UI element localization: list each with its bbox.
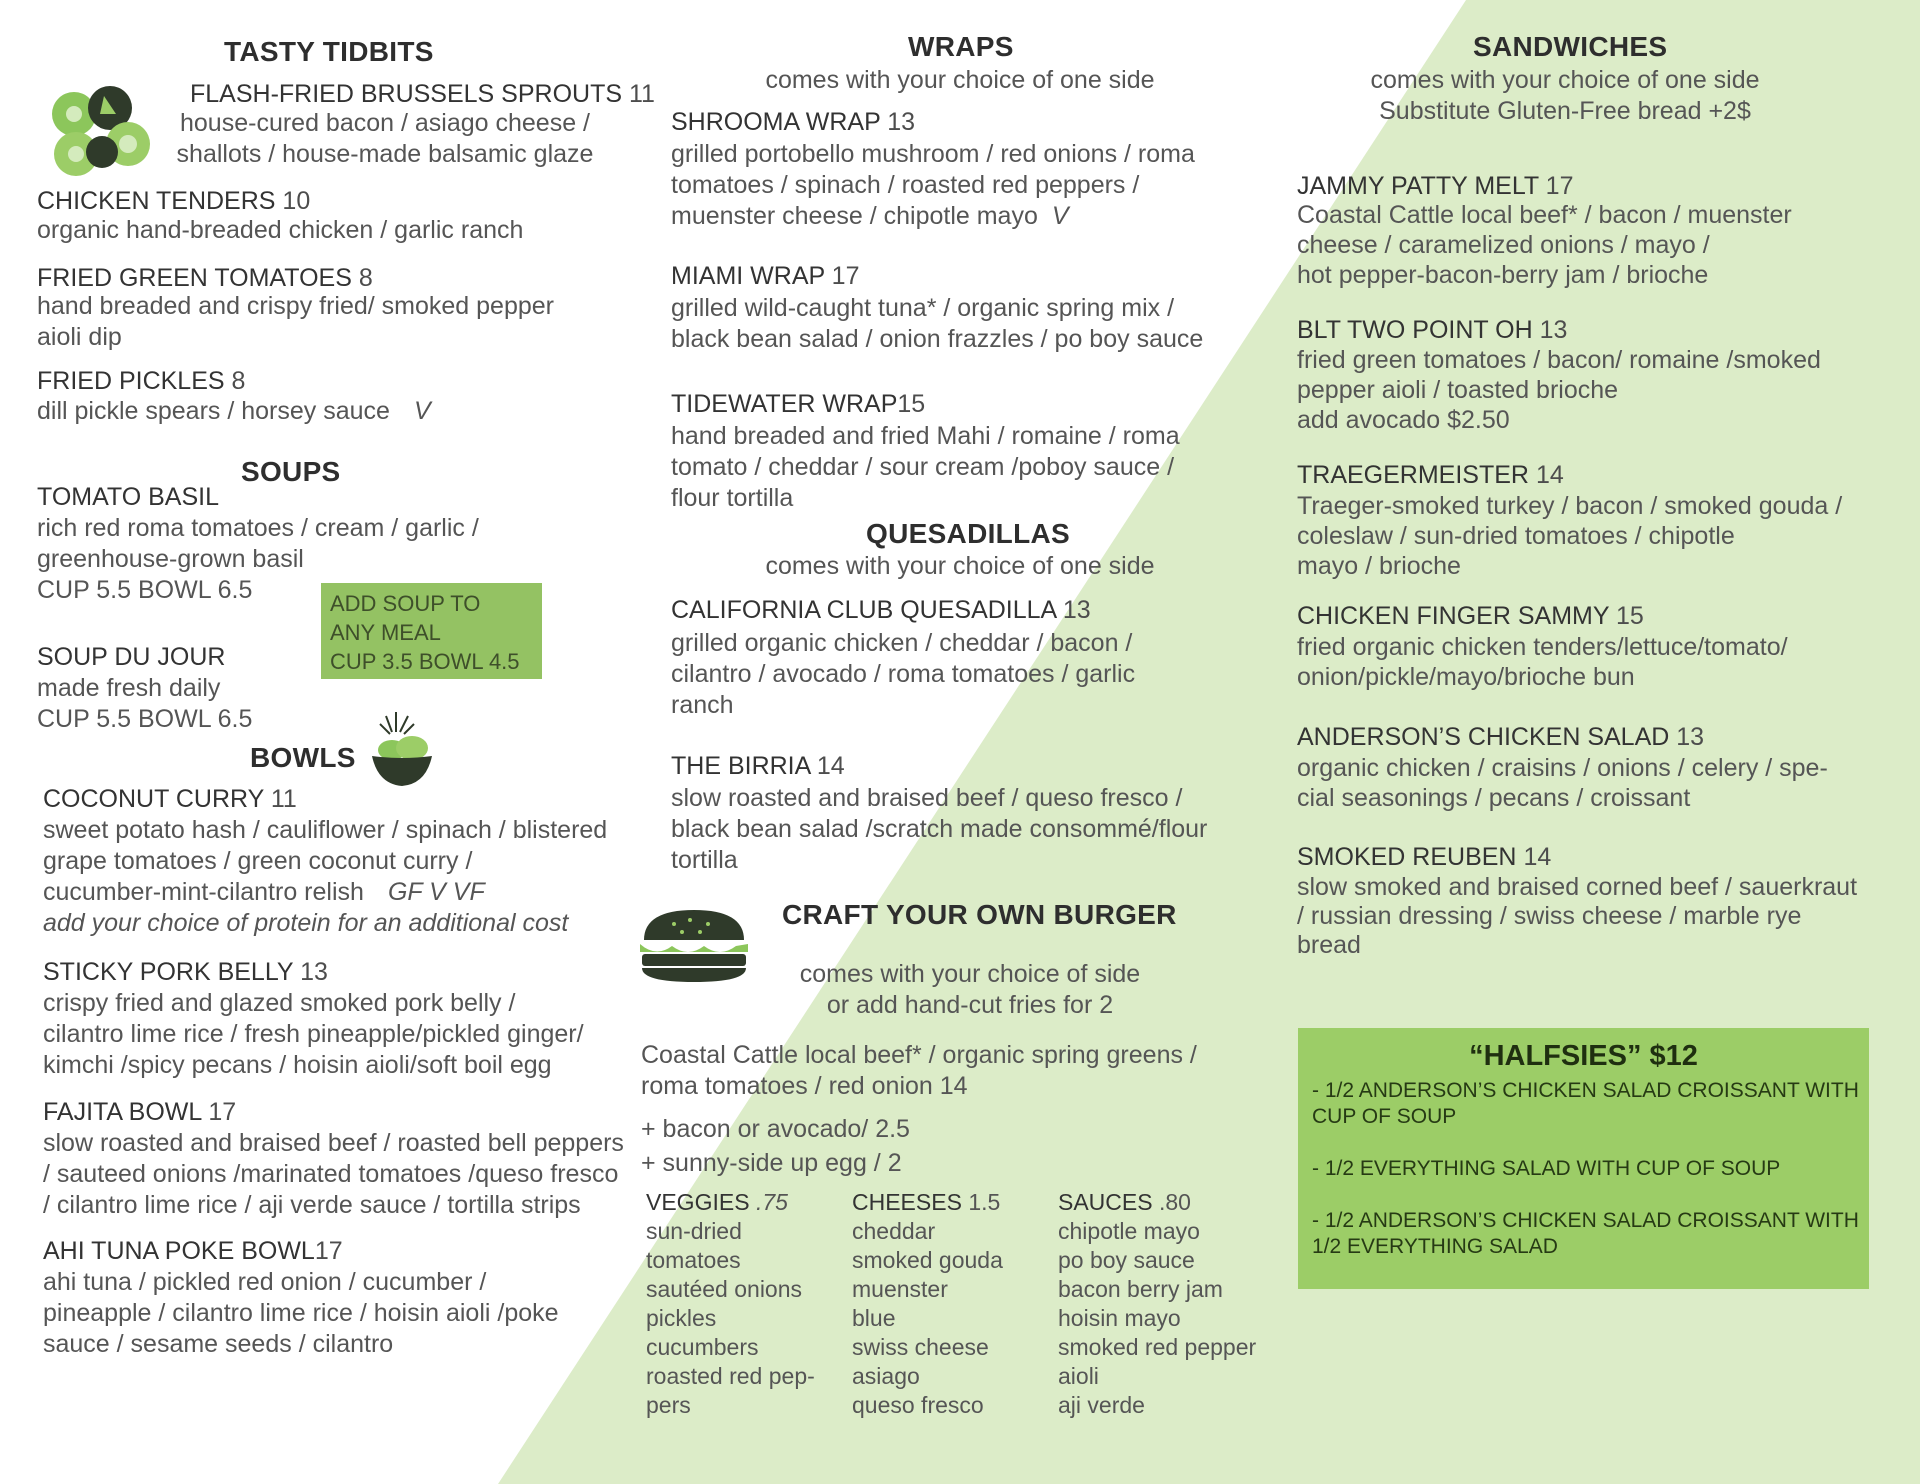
addon-line: CUP 3.5 BOWL 4.5 [330,649,520,674]
addon-title: VEGGIES [646,1189,750,1215]
shrooma-wrap-item [671,107,915,138]
item-price: 14 [1535,461,1564,489]
quesadillas-heading: QUESADILLAS [866,518,1070,549]
coconut-curry-item [43,784,297,815]
halfsies-box [1298,1028,1869,1289]
desc-line: slow roasted and braised beef / roasted bell peppers [43,1129,624,1157]
chicken-finger-sammy-desc [1297,632,1788,692]
smoked-reuben-desc [1297,873,1857,960]
desc-line: Coastal Cattle local beef* / bacon / muenster [1297,201,1792,229]
halfsies-line: 1/2 EVERYTHING SALAD [1312,1235,1558,1258]
desc-line: Traeger-smoked turkey / bacon / smoked gouda / [1297,492,1843,520]
birria-desc [671,783,1207,876]
desc-line: slow roasted and braised beef / queso fresco / [671,784,1183,812]
brussels-sprouts-desc [160,108,610,170]
smoked-reuben-item [1297,842,1551,873]
list-item: asiago [852,1363,920,1389]
list-item: aioli [1058,1363,1099,1389]
desc-line: slow smoked and braised corned beef / sauerkraut [1297,873,1858,901]
fried-pickles-desc [37,396,431,427]
brussels-sprouts-icon [44,84,156,178]
extra-line: + bacon or avocado/ 2.5 [641,1115,910,1143]
subtitle-line: comes with your choice of one side [1370,66,1760,94]
list-item: smoked red pepper [1058,1334,1257,1360]
list-item: roasted red pep- [646,1363,815,1389]
list-item: aji verde [1058,1392,1145,1418]
desc-line: made fresh daily [37,674,221,702]
item-price: 14 [1523,843,1552,871]
desc-line: CUP 5.5 BOWL 6.5 [37,705,253,733]
list-item: sun-dried [646,1218,742,1244]
list-item: pickles [646,1305,717,1331]
desc-line: pepper aioli / toasted brioche [1297,376,1619,404]
item-price: 17 [1545,172,1574,200]
subtitle-line: Substitute Gluten-Free bread +2$ [1379,97,1751,125]
list-item: chipotle mayo [1058,1218,1200,1244]
desc-line: fried organic chicken tenders/lettuce/tomato/ [1297,633,1788,661]
desc-line: ahi tuna / pickled red onion / cucumber / [43,1268,487,1296]
desc-line: onion/pickle/mayo/brioche bun [1297,663,1635,691]
desc-line [671,201,1195,232]
quesadillas-subtitle: comes with your choice of one side [765,552,1155,580]
halfsies-line: CUP OF SOUP [1312,1105,1457,1128]
halfsies-heading: “HALFSIES” $12 [1469,1040,1698,1072]
desc-line: cial seasonings / pecans / croissant [1297,784,1691,812]
desc-line: CUP 5.5 BOWL 6.5 [37,576,253,604]
item-name: COCONUT CURRY [43,785,264,813]
desc-line: grape tomatoes / green coconut curry / [43,847,473,875]
jammy-patty-melt-item [1297,171,1573,202]
california-club-quesadilla-item [671,595,1091,626]
list-item: queso fresco [852,1392,984,1418]
wraps-heading: WRAPS [908,31,1014,62]
item-name: JAMMY PATTY MELT [1297,172,1539,200]
addon-price: 1.5 [968,1189,1001,1215]
item-price: 15 [897,390,926,418]
desc-line: dill pickle spears / horsey sauce [37,397,390,425]
chicken-tenders-item [37,186,310,217]
subtitle-line: or add hand-cut fries for 2 [826,991,1114,1019]
item-name: THE BIRRIA [671,752,810,780]
list-item: bacon berry jam [1058,1276,1223,1302]
list-item: swiss cheese [852,1334,989,1360]
chicken-finger-sammy-item [1297,601,1644,632]
chicken-tenders-desc: organic hand-breaded chicken / garlic ranch [37,216,524,244]
list-item: cheddar [852,1218,936,1244]
sauces-list [1058,1188,1256,1420]
desc-text: muenster cheese / chipotle mayo [671,202,1038,230]
addon-price: .75 [755,1189,788,1215]
item-price: 14 [816,752,845,780]
item-name: SMOKED REUBEN [1297,843,1517,871]
desc-line: sauce / sesame seeds / cilantro [43,1330,394,1358]
desc-line: coleslaw / sun-dried tomatoes / chipotle [1297,522,1735,550]
item-name: SOUP DU JOUR [37,643,226,671]
item-name: CHICKEN TENDERS [37,187,276,215]
desc-line: black bean salad / onion frazzles / po boy sauce [671,325,1204,353]
wraps-subtitle: comes with your choice of one side [765,66,1155,94]
list-item: po boy sauce [1058,1247,1195,1273]
fried-pickles-item [37,366,245,397]
sticky-pork-belly-item [43,957,328,988]
item-price: 8 [358,264,373,292]
burger-base-desc [641,1040,1197,1102]
fajita-bowl-desc [43,1128,624,1221]
list-item: hoisin mayo [1058,1305,1181,1331]
item-price: 17 [831,262,860,290]
item-name: TRAEGERMEISTER [1297,461,1529,489]
item-price: 13 [1539,316,1568,344]
item-price: 13 [887,108,916,136]
item-name: ANDERSON’S CHICKEN SALAD [1297,723,1670,751]
list-item: cucumbers [646,1334,759,1360]
sandwiches-subtitle [1300,65,1830,127]
item-price: 8 [231,367,246,395]
desc-line: greenhouse-grown basil [37,545,304,573]
desc-line: ranch [671,691,734,719]
item-name: CALIFORNIA CLUB QUESADILLA [671,596,1056,624]
halfsies-line: - 1/2 ANDERSON’S CHICKEN SALAD CROISSANT WITH [1312,1079,1859,1102]
addon-price: .80 [1158,1189,1191,1215]
soups-heading: SOUPS [241,456,341,487]
soup-du-jour-desc [37,673,252,735]
desc-line: / russian dressing / swiss cheese / marble rye [1297,902,1802,930]
item-name: MIAMI WRAP [671,262,825,290]
desc-line: grilled wild-caught tuna* / organic spring mix / [671,294,1175,322]
item-price: 17 [314,1237,343,1265]
california-club-quesadilla-desc [671,628,1135,721]
cheeses-list [852,1188,1003,1420]
sticky-pork-belly-desc [43,988,584,1081]
item-name: CHICKEN FINGER SAMMY [1297,602,1610,630]
protein-note: add your choice of protein for an additional cost [43,909,569,937]
desc-line: pineapple / cilantro lime rice / hoisin aioli /poke [43,1299,559,1327]
item-name: TOMATO BASIL [37,483,219,511]
list-item: muenster [852,1276,948,1302]
birria-item [671,751,845,782]
item-price: 17 [208,1098,237,1126]
desc-line: house-cured bacon / asiago cheese / [180,109,590,137]
desc-line: hand breaded and crispy fried/ smoked pepper [37,292,554,320]
desc-line [43,877,607,908]
desc-line: shallots / house-made balsamic glaze [176,140,594,168]
tidewater-wrap-desc [671,421,1180,514]
diet-mark: V [1051,202,1069,230]
fried-green-tomatoes-desc [37,291,554,353]
item-name: AHI TUNA POKE BOWL [43,1237,315,1265]
fajita-bowl-item [43,1097,236,1128]
item-price: 13 [1062,596,1091,624]
desc-line: kimchi /spicy pecans / hoisin aioli/soft boil egg [43,1051,552,1079]
item-name: FRIED PICKLES [37,367,225,395]
miami-wrap-item [671,261,859,292]
desc-line: tomato / cheddar / sour cream /poboy sauce / [671,453,1175,481]
tidewater-wrap-item [671,389,925,420]
desc-line: hand breaded and fried Mahi / romaine / roma [671,422,1180,450]
subtitle-line: comes with your choice of side [799,960,1141,988]
burger-extras [641,1112,910,1180]
brussels-sprouts-item [190,79,655,110]
desc-line: sweet potato hash / cauliflower / spinach / blistered [43,816,608,844]
addon-line: ADD SOUP TO [330,591,481,616]
blt-two-point-oh-desc [1297,345,1821,435]
item-price: 13 [1676,723,1705,751]
shrooma-wrap-desc [671,139,1195,232]
andersons-chicken-salad-desc [1297,753,1828,813]
desc-line: flour tortilla [671,484,794,512]
desc-line: aioli dip [37,323,122,351]
bowl-icon [366,706,436,790]
coconut-curry-desc [43,815,607,939]
tidbits-heading: TASTY TIDBITS [224,36,434,67]
traegermeister-desc [1297,491,1842,581]
soup-du-jour-item [37,642,225,673]
desc-line: / sauteed onions /marinated tomatoes /queso fresco [43,1160,619,1188]
item-name: FRIED GREEN TOMATOES [37,264,352,292]
tomato-basil-item [37,482,219,513]
item-price: 13 [300,958,328,986]
item-name: BLT TWO POINT OH [1297,316,1533,344]
item-name: FAJITA BOWL [43,1098,202,1126]
desc-line: organic chicken / craisins / onions / celery / spe- [1297,754,1828,782]
jammy-patty-melt-desc [1297,200,1792,290]
miami-wrap-desc [671,293,1203,355]
item-name: FLASH-FRIED BRUSSELS SPROUTS [190,80,623,108]
desc-line: roma tomatoes / red onion 14 [641,1072,968,1100]
addon-title: SAUCES [1058,1189,1153,1215]
extra-line: + sunny-side up egg / 2 [641,1149,902,1177]
desc-line: grilled organic chicken / cheddar / bacon / [671,629,1133,657]
desc-line: grilled portobello mushroom / red onions / roma [671,140,1195,168]
sandwiches-heading: SANDWICHES [1473,31,1668,62]
list-item: tomatoes [646,1247,741,1273]
diet-mark: GF V VF [387,878,485,906]
list-item: blue [852,1305,896,1331]
ahi-tuna-poke-bowl-desc [43,1267,559,1360]
desc-line: cilantro / avocado / roma tomatoes / garlic [671,660,1136,688]
desc-line: black bean salad /scratch made consommé/flour [671,815,1208,843]
blt-two-point-oh-item [1297,315,1567,346]
bowls-heading: BOWLS [250,742,356,773]
desc-line: add avocado $2.50 [1297,406,1510,434]
list-item: pers [646,1392,691,1418]
addon-line: ANY MEAL [330,620,441,645]
ahi-tuna-poke-bowl-item [43,1236,343,1267]
halfsies-line: - 1/2 EVERYTHING SALAD WITH CUP OF SOUP [1312,1157,1781,1180]
item-name: STICKY PORK BELLY [43,958,294,986]
item-price: 10 [282,187,311,215]
desc-line: tortilla [671,846,738,874]
item-name: TIDEWATER WRAP [671,390,898,418]
item-name: SHROOMA WRAP [671,108,881,136]
desc-line: fried green tomatoes / bacon/ romaine /smoked [1297,346,1821,374]
addon-title: CHEESES [852,1189,962,1215]
desc-line: bread [1297,931,1361,959]
add-soup-box [321,583,542,679]
traegermeister-item [1297,460,1564,491]
desc-line: cilantro lime rice / fresh pineapple/pickled ginger/ [43,1020,584,1048]
desc-text: cucumber-mint-cilantro relish [43,878,364,906]
burger-heading: CRAFT YOUR OWN BURGER [782,899,1177,930]
desc-line: Coastal Cattle local beef* / organic spring greens / [641,1041,1197,1069]
list-item: smoked gouda [852,1247,1003,1273]
diet-mark: V [413,397,431,425]
andersons-chicken-salad-item [1297,722,1704,753]
item-price: 11 [628,80,655,108]
desc-line: cheese / caramelized onions / mayo / [1297,231,1710,259]
desc-line: crispy fried and glazed smoked pork belly / [43,989,516,1017]
desc-line: mayo / brioche [1297,552,1461,580]
burger-subtitle [700,959,1240,1021]
list-item: sautéed onions [646,1276,803,1302]
desc-line: rich red roma tomatoes / cream / garlic / [37,514,479,542]
item-price: 11 [270,785,297,813]
item-price: 15 [1616,602,1644,630]
halfsies-line: - 1/2 ANDERSON’S CHICKEN SALAD CROISSANT WITH [1312,1209,1859,1232]
desc-line: tomatoes / spinach / roasted red peppers / [671,171,1140,199]
desc-line: / cilantro lime rice / aji verde sauce / tortilla strips [43,1191,581,1219]
veggies-list [646,1188,815,1420]
desc-line: hot pepper-bacon-berry jam / brioche [1297,261,1709,289]
fried-green-tomatoes-item [37,263,373,294]
